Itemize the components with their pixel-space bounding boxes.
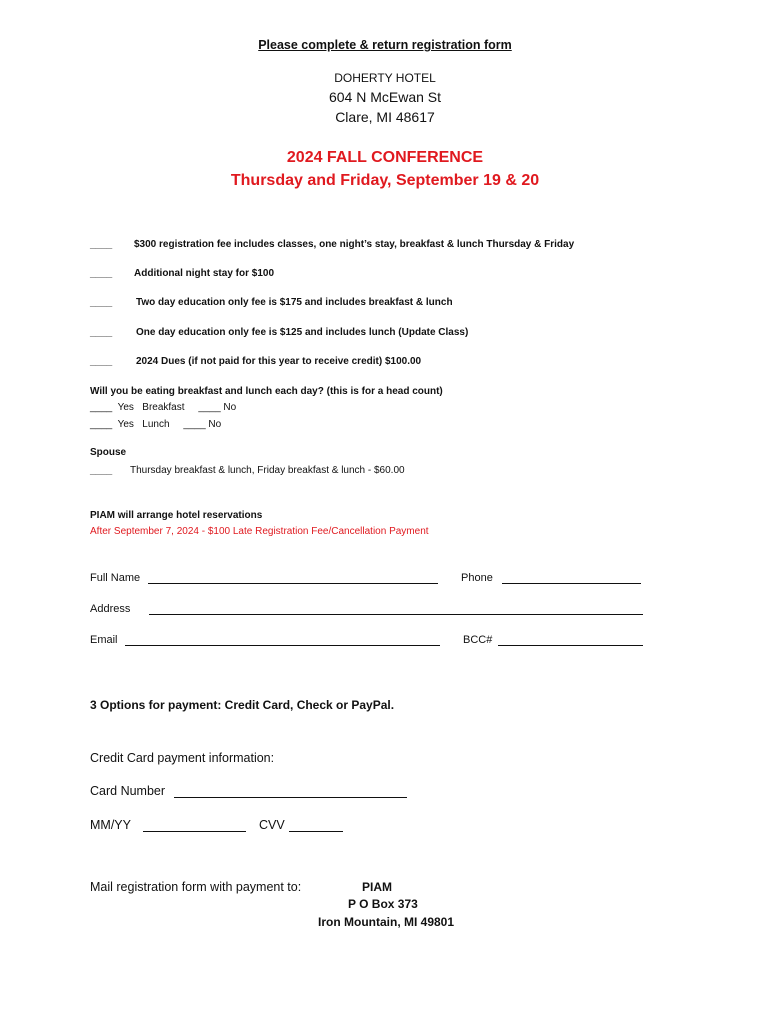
card-number-label: Card Number xyxy=(90,784,166,798)
hotel-city: Clare, MI 48617 xyxy=(335,109,435,125)
late-fee-note: After September 7, 2024 - $100 Late Registration Fee/Cancellation Payment xyxy=(90,526,429,537)
bcc-field[interactable] xyxy=(498,635,643,646)
mail-instruction: Mail registration form with payment to: xyxy=(90,880,302,894)
spouse-blank[interactable]: ____ xyxy=(90,465,113,476)
address-field[interactable] xyxy=(149,604,643,615)
card-number-field[interactable] xyxy=(174,787,407,798)
mail-org: PIAM xyxy=(362,880,392,894)
conference-dates: Thursday and Friday, September 19 & 20 xyxy=(230,172,540,189)
fee-option-text: $300 registration fee includes classes, one night’s stay, breakfast & lunch Thursday & Friday xyxy=(134,239,575,250)
full-name-field[interactable] xyxy=(148,573,438,584)
mail-po-box: P O Box 373 xyxy=(348,897,418,911)
address-label: Address xyxy=(90,603,131,615)
mail-city: Iron Mountain, MI 49801 xyxy=(318,915,455,929)
hotel-name: DOHERTY HOTEL xyxy=(334,71,436,85)
fee-option-text: 2024 Dues (if not paid for this year to receive credit) $100.00 xyxy=(136,356,422,367)
full-name-label: Full Name xyxy=(90,572,141,584)
credit-card-info-label: Credit Card payment information: xyxy=(90,751,275,765)
fee-blank[interactable]: ____ xyxy=(90,327,113,338)
fee-blank[interactable]: ____ xyxy=(90,239,113,250)
fee-option-text: Two day education only fee is $175 and includes breakfast & lunch xyxy=(136,297,453,308)
hotel-street: 604 N McEwan St xyxy=(328,89,442,105)
spouse-heading: Spouse xyxy=(90,447,127,458)
conference-title: 2024 FALL CONFERENCE xyxy=(286,149,484,166)
phone-field[interactable] xyxy=(502,573,641,584)
mmyy-field[interactable] xyxy=(143,821,246,832)
cvv-label: CVV xyxy=(259,818,285,832)
phone-label: Phone xyxy=(461,572,493,584)
meals-question: Will you be eating breakfast and lunch each day? (this is for a head count) xyxy=(90,386,443,397)
fee-blank[interactable]: ____ xyxy=(90,268,113,279)
bcc-label: BCC# xyxy=(463,634,493,646)
cvv-field[interactable] xyxy=(289,821,343,832)
payment-options-heading: 3 Options for payment: Credit Card, Check or PayPal. xyxy=(90,698,395,712)
hotel-reservation-note: PIAM will arrange hotel reservations xyxy=(90,510,263,521)
fee-option-text: Additional night stay for $100 xyxy=(134,268,275,279)
breakfast-choice-line[interactable]: ____ Yes Breakfast ____ No xyxy=(90,402,237,413)
fee-option-text: One day education only fee is $125 and includes lunch (Update Class) xyxy=(136,327,469,338)
fee-blank[interactable]: ____ xyxy=(90,297,113,308)
spouse-option-text: Thursday breakfast & lunch, Friday breakfast & lunch - $60.00 xyxy=(130,465,405,476)
lunch-choice-line[interactable]: ____ Yes Lunch ____ No xyxy=(90,419,222,430)
email-field[interactable] xyxy=(125,635,440,646)
mmyy-label: MM/YY xyxy=(90,818,131,832)
email-label: Email xyxy=(90,634,118,646)
fee-blank[interactable]: ____ xyxy=(90,356,113,367)
form-instruction: Please complete & return registration form xyxy=(258,38,512,52)
